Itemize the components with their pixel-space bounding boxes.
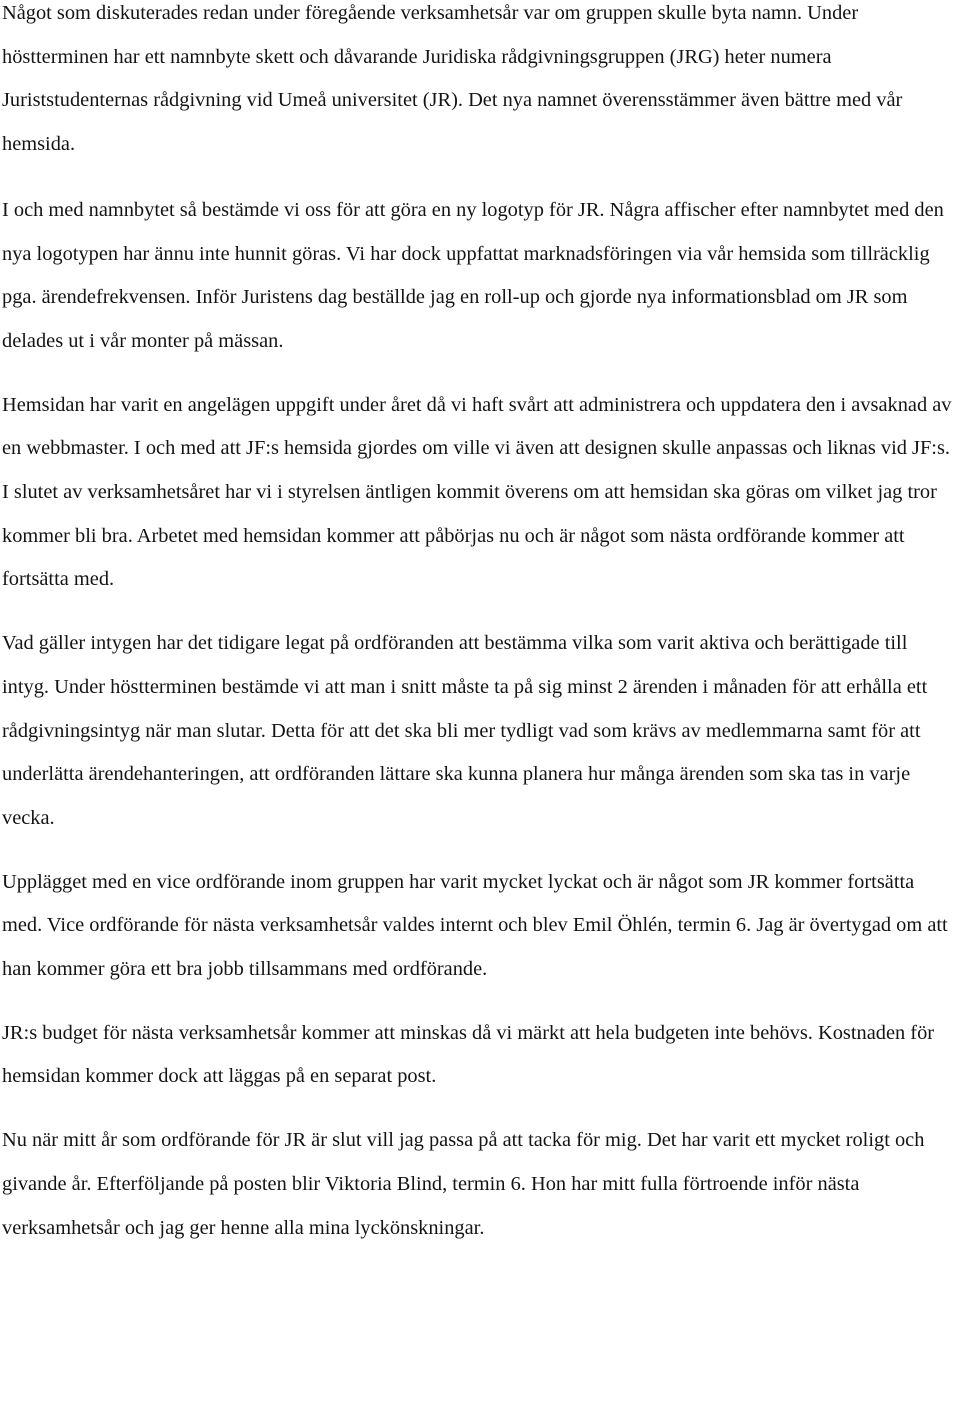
paragraph-text: Vad gäller intygen har det tidigare legat på ordföranden att bestämma vilka som varit aktiva och berättigade till intyg. Under höstterminen bestämde vi att man i snitt måste ta på sig minst 2 ärenden i månaden för att erhålla ett rådgivningsintyg när man slutar. Detta för att det ska bli mer tydligt vad som krävs av medlemmarna samt för att underlätta ärendehanteringen, att ordföranden lättare ska kunna planera hur många ärenden som ska tas in varje vecka.	[2, 632, 928, 829]
paragraph-text: Nu när mitt år som ordförande för JR är slut vill jag passa på att tacka för mig. Det har varit ett mycket roligt och givande år. Efterföljande på posten blir Viktoria Blind, termin 6. Hon har mitt fulla förtroende inför nästa verksamhetsår och jag ger henne alla mina lyckönskningar.	[2, 1129, 925, 1239]
paragraph-vice-chair	[2, 861, 954, 992]
paragraph-logotype	[2, 189, 954, 364]
paragraph-website	[2, 384, 954, 603]
paragraph-text: Upplägget med en vice ordförande inom gruppen har varit mycket lyckat och är något som JR kommer fortsätta med. Vice ordförande för nästa verksamhetsår valdes internt och blev Emil Öhlén, termin 6. Jag är övertygad om att han kommer göra ett bra jobb tillsammans med ordförande.	[2, 870, 948, 981]
paragraph-text: JR:s budget för nästa verksamhetsår kommer att minskas då vi märkt att hela budgeten inte behövs. Kostnaden för hemsidan kommer dock att läggas på en separat post.	[2, 1021, 935, 1088]
document-page	[2, 0, 954, 1250]
paragraph-farewell	[2, 1119, 954, 1250]
paragraph-text: Hemsidan har varit en angelägen uppgift under året då vi haft svårt att administrera och uppdatera den i avsaknad av en webbmaster. I och med att JF:s hemsida gjordes om ville vi även att designen skulle anpassas och liknas vid JF:s. I slutet av verksamhetsåret har vi i styrelsen äntligen kommit överens om att hemsidan ska göras om vilket jag tror kommer bli bra. Arbetet med hemsidan kommer att påbörjas nu och är något som nästa ordförande kommer att fortsätta med.	[2, 393, 952, 591]
paragraph-budget	[2, 1012, 954, 1099]
paragraph-text: Något som diskuterades redan under föregående verksamhetsår var om gruppen skulle byta namn. Under höstterminen har ett namnbyte skett och dåvarande Juridiska rådgivningsgruppen (JRG) heter numera Juriststudenternas rådgivning vid Umeå universitet (JR). Det nya namnet överensstämmer även bättre med vår hemsida.	[2, 2, 903, 156]
paragraph-certificates	[2, 622, 954, 841]
paragraph-name-change	[2, 0, 954, 167]
paragraph-text: I och med namnbytet så bestämde vi oss för att göra en ny logotyp för JR. Några affischer efter namnbytet med den nya logotypen har ännu inte hunnit göras. Vi har dock uppfattat marknadsföringen via vår hemsida som tillräcklig pga. ärendefrekvensen. Inför Juristens dag beställde jag en roll-up och gjorde nya informationsblad om JR som delades ut i vår monter på mässan.	[2, 198, 944, 352]
